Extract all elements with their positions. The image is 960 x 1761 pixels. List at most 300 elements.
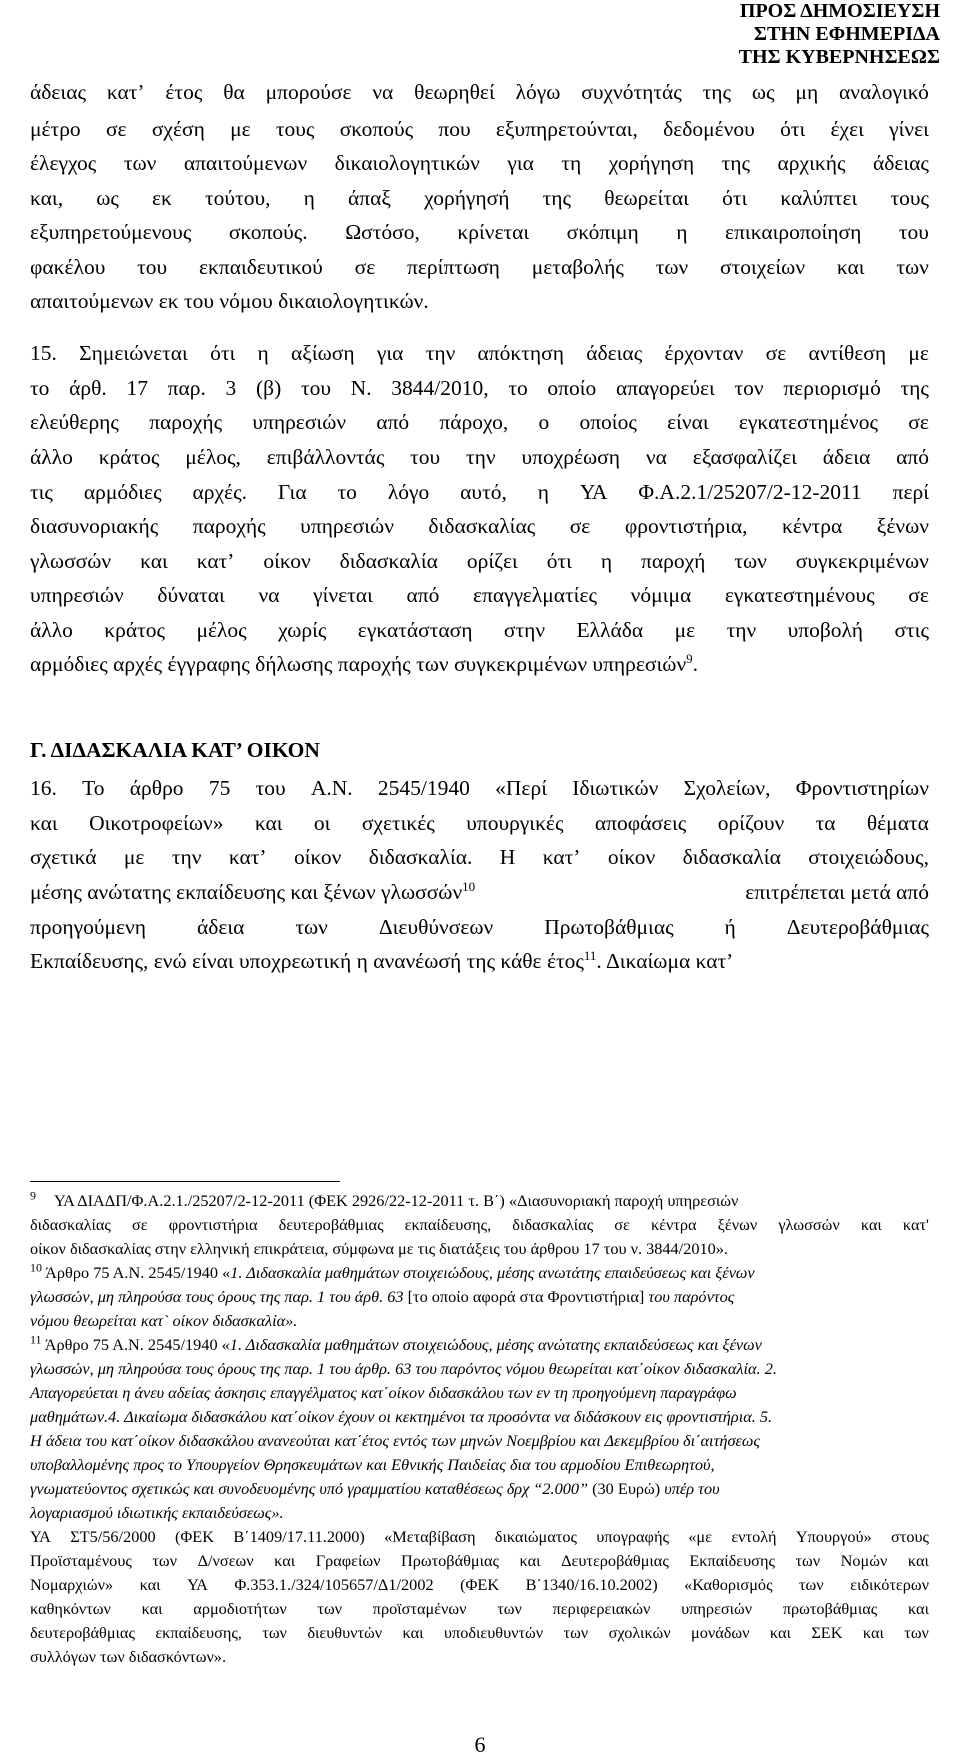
word: έτος <box>165 80 203 104</box>
word: 16. <box>30 776 57 800</box>
word: σε <box>354 255 376 279</box>
footnote-10-line <box>30 1260 755 1283</box>
word: και <box>141 1599 163 1618</box>
word: μη <box>795 80 819 104</box>
word: χορήγησή <box>424 186 510 210</box>
word: και <box>254 811 283 835</box>
word: Σημειώνεται <box>79 341 188 365</box>
paragraph-15-line <box>30 341 929 366</box>
text-segment: γνωματεύοντος σχετικώς και συνοδευομένης υπό γραμματίου καταθέσεως δρχ “2.000” <box>30 1479 589 1498</box>
word: αρχικής <box>777 151 846 175</box>
word: «Μεταβίβαση <box>384 1527 476 1546</box>
header-line-3: ΤΗΣ ΚΥΒΕΡΝΗΣΕΩΣ <box>738 46 940 68</box>
word: αναλογικό <box>839 80 929 104</box>
word: «Καθορισμός <box>684 1575 773 1594</box>
word: των <box>734 549 767 573</box>
word: τον <box>734 376 764 400</box>
word: σχετικές <box>361 811 435 835</box>
word: έχει <box>830 117 864 141</box>
word: Διευθύνσεων <box>378 915 494 939</box>
word: σε <box>569 514 591 538</box>
word: ότι <box>780 117 806 141</box>
word: και <box>30 811 58 835</box>
word: επικαιροποίηση <box>725 220 862 244</box>
word: χωρίς <box>278 618 327 642</box>
word: οίκον <box>293 845 342 869</box>
word: άρθρο <box>129 776 184 800</box>
word: του <box>300 376 331 400</box>
word: εντολή <box>731 1527 777 1546</box>
word: κατ’ <box>196 549 235 573</box>
word: ΥΑ <box>187 1575 208 1594</box>
word: γλωσσών <box>778 1215 840 1234</box>
word: πάροχο, <box>439 410 509 434</box>
word: σε <box>131 1215 148 1234</box>
word: και <box>907 1551 929 1570</box>
word: Υπουργού» <box>795 1527 872 1546</box>
paragraph-15-line <box>30 618 929 643</box>
word: και <box>140 549 168 573</box>
word: εκ <box>152 186 172 210</box>
word: η <box>257 341 269 365</box>
word: τούτου, <box>205 186 271 210</box>
word: ο <box>538 410 550 434</box>
word: κέντρα <box>650 1215 697 1234</box>
word: 75 <box>208 776 231 800</box>
word: εξυπηρετούνται, <box>495 117 638 141</box>
footnote-9-number: 9 <box>30 1188 36 1203</box>
word: (ΦΕΚ <box>460 1575 500 1594</box>
word: μονάδων <box>691 1623 750 1642</box>
paragraph-15-line <box>30 583 929 608</box>
word: έλεγχος <box>30 151 97 175</box>
word: γλωσσών <box>30 549 112 573</box>
word: προϊσταμένων <box>372 1599 467 1618</box>
text-segment: 1. Διδασκαλία μαθημάτων στοιχειώδους, μέσης ανώτατης εκπαιδεύσεως και ξένων <box>229 1335 762 1354</box>
word: Φ.Α.2.1/25207/2-12-2011 <box>638 480 862 504</box>
word: την <box>171 845 202 869</box>
word: στους <box>891 1527 929 1546</box>
paragraph-line <box>30 220 929 245</box>
word: σκοπούς <box>339 117 414 141</box>
word: Β΄1340/16.10.2002) <box>525 1575 658 1594</box>
footnote-11-line <box>30 1479 720 1499</box>
word: να <box>372 80 394 104</box>
word: (β) <box>255 376 282 400</box>
paragraph-16-line <box>30 811 929 836</box>
footnote-11-line <box>30 1575 929 1595</box>
word: Εκπαίδευσης <box>689 1551 775 1570</box>
word: κρίνεται <box>457 220 530 244</box>
word: δικαιώματος <box>494 1527 577 1546</box>
word: ειδικότερων <box>850 1575 929 1594</box>
paragraph-16-line <box>30 776 929 801</box>
text-segment: 1. Διδασκαλία μαθημάτων στοιχειώδους, μέσης ανωτάτης επαιδεύσεως και ξένων <box>230 1263 755 1282</box>
word: (ΦΕΚ <box>174 1527 215 1546</box>
paragraph-15-line <box>30 514 929 539</box>
footnote-11-line: Η άδεια του κατ΄οίκον διδασκάλου ανανεούται κατ΄έτος εντός των μηνών Νοεμβρίου και Δεκεμβρίου δι΄αιτήσεως <box>30 1431 761 1450</box>
text-segment: του παρόντος <box>648 1287 735 1306</box>
word: ορίζει <box>466 549 518 573</box>
word: υπογραφής <box>596 1527 669 1546</box>
text-segment: γλωσσών, μη πληρούσα τους όρους της παρ. 1 του άρθ. 63 <box>30 1287 404 1306</box>
word: φροντιστήρια <box>168 1215 258 1234</box>
word: η <box>303 186 315 210</box>
word: την <box>466 445 496 469</box>
word: των <box>152 1551 178 1570</box>
word: 3 <box>225 376 237 400</box>
text-segment: . Δικαίωμα κατ’ <box>596 949 734 973</box>
word: και <box>862 1623 884 1642</box>
footnote-9-line <box>30 1188 924 1211</box>
word: χορήγηση <box>608 151 695 175</box>
word: ΣΕΚ <box>811 1623 843 1642</box>
word: Δ/νσεων <box>197 1551 254 1570</box>
paragraph-15-line <box>30 480 929 505</box>
word: των <box>123 151 157 175</box>
paragraph-16-line <box>30 915 929 940</box>
word: στην <box>503 618 546 642</box>
word: εγκατάσταση <box>357 618 473 642</box>
word: έρχονταν <box>664 341 744 365</box>
word: «Περί <box>495 776 547 800</box>
word: της <box>542 186 572 210</box>
word: εκπαίδευσης, <box>404 1215 492 1234</box>
word: υποβολή <box>787 618 864 642</box>
word: καθηκόντων <box>30 1599 111 1618</box>
word: μπορούσε <box>265 80 352 104</box>
word: μέλος, <box>185 445 241 469</box>
word: παροχής <box>192 514 266 538</box>
word: των <box>295 915 328 939</box>
word: ΥΑ <box>30 1527 51 1546</box>
word: ότι <box>546 549 572 573</box>
word: μεταβολής <box>531 255 624 279</box>
word: περί <box>892 480 929 504</box>
text-segment: μέσης ανώτατης εκπαίδευσης και ξένων γλωσσών <box>30 880 463 904</box>
word: από <box>376 410 410 434</box>
footnote-11-line <box>30 1332 762 1355</box>
footnote-ref-11[interactable]: 11 <box>583 947 597 963</box>
word: το <box>30 376 50 400</box>
word: θεωρείται <box>604 186 689 210</box>
footnote-9-line <box>30 1215 929 1235</box>
footnote-11-line: λογαριασμού ιδιωτικής εκπαιδεύσεως». <box>30 1503 284 1522</box>
text-segment: [το οποίο αφορά στα Φροντιστήρια] <box>403 1287 649 1306</box>
word: σε <box>908 410 929 434</box>
paragraph-16-line <box>30 949 733 974</box>
word: ελεύθερης <box>30 410 119 434</box>
word: νόμιμα <box>630 583 692 607</box>
word: Δευτεροβάθμιας <box>786 915 929 939</box>
word: αρμοδιοτήτων <box>193 1599 287 1618</box>
word: φακέλου <box>30 255 106 279</box>
word: συχνότητάς <box>581 80 682 104</box>
word: παροχής <box>149 410 223 434</box>
word: πρωτοβάθμιας <box>782 1599 878 1618</box>
word: κράτος <box>98 445 160 469</box>
word: κατ' <box>902 1215 929 1234</box>
word: τους <box>275 117 315 141</box>
word: Πρωτοβάθμιας <box>401 1551 499 1570</box>
paragraph-line <box>30 186 929 211</box>
word: μέτρο <box>30 117 81 141</box>
word: των <box>896 255 929 279</box>
text-segment: Άρθρο 75 Α.Ν. 2545/1940 « <box>45 1263 231 1282</box>
footnote-11-line: μαθημάτων.4. Δικαίωμα διδασκάλου κατ΄οίκον έχουν οι κεκτημένοι τα προσόντα να διδάσκουν εις φροντιστήρια. 5. <box>30 1407 773 1426</box>
word: διδασκαλίας <box>428 514 536 538</box>
header-line-1: ΠΡΟΣ ΔΗΜΟΣΙΕΥΣΗ <box>739 0 940 22</box>
word: να <box>645 445 667 469</box>
word: από <box>406 583 440 607</box>
word: σε <box>614 1215 630 1234</box>
word: αξίωση <box>291 341 355 365</box>
word: κατ’ <box>106 80 145 104</box>
word: του <box>410 445 441 469</box>
word: εξασφαλίζει <box>692 445 797 469</box>
word: για <box>376 341 404 365</box>
word: άδεια <box>822 445 871 469</box>
word: των <box>799 1575 824 1594</box>
word: αρμόδιες <box>83 480 162 504</box>
word: ως <box>96 186 119 210</box>
word: περιορισμό <box>783 376 881 400</box>
word: γίνει <box>889 117 929 141</box>
footnote-11-line <box>30 1551 929 1571</box>
word: σχολικών <box>608 1623 671 1642</box>
word: των <box>795 1551 821 1570</box>
word: στις <box>894 618 929 642</box>
word: άλλο <box>30 618 73 642</box>
word: οποίο <box>547 376 597 400</box>
word: και <box>860 1215 882 1234</box>
word: στοιχείων <box>720 255 806 279</box>
word: με <box>674 618 696 642</box>
word: και <box>769 1623 791 1642</box>
word: τους <box>890 186 929 210</box>
word: οποίος <box>579 410 637 434</box>
word: των <box>262 1623 287 1642</box>
word: αποφάσεις <box>594 811 687 835</box>
footnote-separator <box>30 1181 340 1182</box>
word: λόγο <box>387 480 430 504</box>
paragraph-line <box>30 151 929 176</box>
word: Οικοτροφείων» <box>89 811 224 835</box>
word: άπαξ <box>348 186 391 210</box>
word: και <box>274 1551 296 1570</box>
word: Α.Ν. <box>310 776 353 800</box>
publication-header <box>739 0 940 69</box>
word: και <box>139 1575 161 1594</box>
paragraph-15-line <box>30 549 929 574</box>
word: των <box>563 1623 589 1642</box>
word: υπηρεσιών <box>300 514 394 538</box>
word: το <box>508 376 528 400</box>
text-segment: (30 Ευρώ) <box>588 1479 665 1498</box>
word: Η <box>499 845 516 869</box>
footnote-ref-10[interactable]: 10 <box>462 878 476 894</box>
text-segment: υπέρ του <box>664 1479 720 1498</box>
word: δύναται <box>157 583 225 607</box>
word: καλύπτει <box>780 186 858 210</box>
word: δικαιολογητικών <box>334 151 480 175</box>
paragraph-line <box>30 117 929 142</box>
word: Ελλάδα <box>576 618 644 642</box>
word: εγκατεστημένους <box>724 583 875 607</box>
page-number: 6 <box>474 1732 486 1757</box>
word: η <box>537 480 549 504</box>
text-segment: Εκπαίδευσης, ενώ είναι υποχρεωτική η ανανέωσή της κάθε έτος <box>30 949 584 973</box>
word: ως <box>751 80 775 104</box>
word: των <box>317 1599 343 1618</box>
word: ΣΤ5/56/2000 <box>70 1527 156 1546</box>
word: ότι <box>210 341 236 365</box>
text-segment: επιτρέπεται μετά από <box>745 880 929 904</box>
word: σε <box>908 583 929 607</box>
paragraph-16-line <box>30 845 929 870</box>
word: δευτεροβάθμιας <box>278 1215 384 1234</box>
word: περίπτωση <box>407 255 500 279</box>
period: . <box>692 652 699 676</box>
paragraph-line: απαιτούμενων εκ του νόμου δικαιολογητικών. <box>30 289 429 313</box>
word: κατ’ <box>228 845 267 869</box>
word: περιφερειακών <box>552 1599 651 1618</box>
word: στοιχειώδους, <box>808 845 929 869</box>
word: υπηρεσιών <box>30 583 124 607</box>
word: Για <box>277 480 307 504</box>
word: θα <box>223 80 245 104</box>
paragraph-15-line <box>30 376 929 401</box>
footnote-11-line: Απαγορεύεται η άνευ αδείας άσκησις επαγγέλματος κατ΄οίκον διδασκάλου των εν τη προηγούμενη παραγράφω <box>30 1383 737 1402</box>
word: για <box>507 151 534 175</box>
word: να <box>258 583 280 607</box>
word: την <box>425 341 456 365</box>
word: υποχρέωση <box>521 445 621 469</box>
word: λόγω <box>515 80 561 104</box>
paragraph-15-last-text: αρμόδιες αρχές έγγραφης δήλωσης παροχής των συγκεκριμένων υπηρεσιών <box>30 652 687 676</box>
word: διδασκαλία <box>339 549 438 573</box>
word: Ιδιωτικών <box>572 776 659 800</box>
word: κράτος <box>104 618 166 642</box>
word: υπουργικές <box>466 811 564 835</box>
word: Ν. <box>350 376 372 400</box>
word: Το <box>82 776 105 800</box>
word: σχετικά <box>30 845 97 869</box>
word: διασυνοριακής <box>30 514 159 538</box>
section-heading: Γ. ΔΙΔΑΣΚΑΛΙΑ ΚΑΤ’ ΟΙΚΟΝ <box>30 738 320 762</box>
word: Νομών <box>840 1551 888 1570</box>
word: απαγορεύει <box>615 376 715 400</box>
word: σκόπιμη <box>566 220 639 244</box>
word: που <box>438 117 471 141</box>
word: άλλο <box>30 445 73 469</box>
word: το <box>337 480 357 504</box>
word: ότι <box>722 186 748 210</box>
word: σχέση <box>151 117 205 141</box>
word: συγκεκριμένων <box>795 549 929 573</box>
word: του <box>898 220 929 244</box>
word: παρ. <box>167 376 206 400</box>
word: σε <box>765 341 787 365</box>
word: ΥΑ <box>579 480 608 504</box>
word: την <box>726 618 757 642</box>
word: με <box>230 117 251 141</box>
footnote-11-line <box>30 1599 929 1619</box>
footnote-11-line: γλωσσών, μη πληρούσα τους όρους της παρ. 1 του άρθρ. 63 του παρόντος νόμου θεωρείται κατ΄οίκον διδασκαλία. 2. <box>30 1359 777 1378</box>
word: Πρωτοβάθμιας <box>544 915 674 939</box>
word: ή <box>724 915 736 939</box>
word: δευτεροβάθμιας <box>30 1623 135 1642</box>
word: αρχές. <box>192 480 247 504</box>
footnote-9-line: οίκον διδασκαλίας στην ελληνική επικράτεια, σύμφωνα με τις διατάξεις του άρθρου 17 του ν. 3844/2010». <box>30 1239 728 1258</box>
word: διδασκαλία. <box>368 845 473 869</box>
word: είναι <box>667 410 709 434</box>
word: άδεια <box>196 915 245 939</box>
word: και <box>836 255 865 279</box>
word: φροντιστήρια, <box>624 514 748 538</box>
word: των <box>655 255 689 279</box>
word: των <box>497 1599 522 1618</box>
word: θεωρηθεί <box>414 80 495 104</box>
paragraph-line <box>30 255 929 280</box>
word: διδασκαλίας <box>512 1215 594 1234</box>
word: οίκον <box>263 549 311 573</box>
word: Ωστόσο, <box>345 220 420 244</box>
word: και <box>519 1551 541 1570</box>
footnote-11-line <box>30 1527 929 1547</box>
word: 2545/1940 <box>377 776 470 800</box>
word: ορίζουν <box>717 811 785 835</box>
word: υπηρεσιών <box>252 410 347 434</box>
word: της <box>702 80 732 104</box>
word: 3844/2010, <box>391 376 489 400</box>
word: εγκατεστημένος <box>738 410 879 434</box>
word: ξένων <box>876 514 929 538</box>
word: η <box>600 549 613 573</box>
word: παροχή <box>641 549 706 573</box>
paragraph-16-line <box>30 880 929 905</box>
word: Σχολείων, <box>683 776 771 800</box>
word: διευθυντών <box>307 1623 383 1642</box>
word: με <box>908 341 929 365</box>
word: από <box>896 445 929 469</box>
word: κέντρα <box>782 514 843 538</box>
word: Νομαρχιών» <box>30 1575 114 1594</box>
word: διδασκαλίας <box>30 1215 111 1234</box>
word: μέλος <box>196 618 247 642</box>
word: και <box>402 1623 424 1642</box>
word: και <box>907 1599 929 1618</box>
word: Γραφείων <box>315 1551 381 1570</box>
word: κατ’ <box>542 845 581 869</box>
word: άδειας <box>872 151 929 175</box>
word: οι <box>313 811 331 835</box>
header-line-2: ΣΤΗΝ ΕΦΗΜΕΡΙΔΑ <box>753 23 940 45</box>
word: απόκτηση <box>477 341 564 365</box>
word: εκπαίδευσης, <box>155 1623 242 1642</box>
word: άδειας <box>586 341 643 365</box>
footnote-11-number: 11 <box>30 1332 42 1347</box>
footnote-9-text: ΥΑ ΔΙΑΔΠ/Φ.Α.2.1./25207/2-12-2011 (ΦΕΚ 2926/22-12-2011 τ. Β΄) «Διασυνοριακή παροχή υπηρεσιών <box>54 1191 739 1210</box>
word: τα <box>815 811 836 835</box>
word: τη <box>561 151 582 175</box>
word: του <box>255 776 286 800</box>
word: σε <box>105 117 127 141</box>
footnote-ref-9[interactable]: 9 <box>686 650 693 666</box>
footnote-11-line <box>30 1623 929 1643</box>
word: θέματα <box>866 811 929 835</box>
footnote-11-line: συλλόγων των διδασκόντων». <box>30 1647 227 1666</box>
